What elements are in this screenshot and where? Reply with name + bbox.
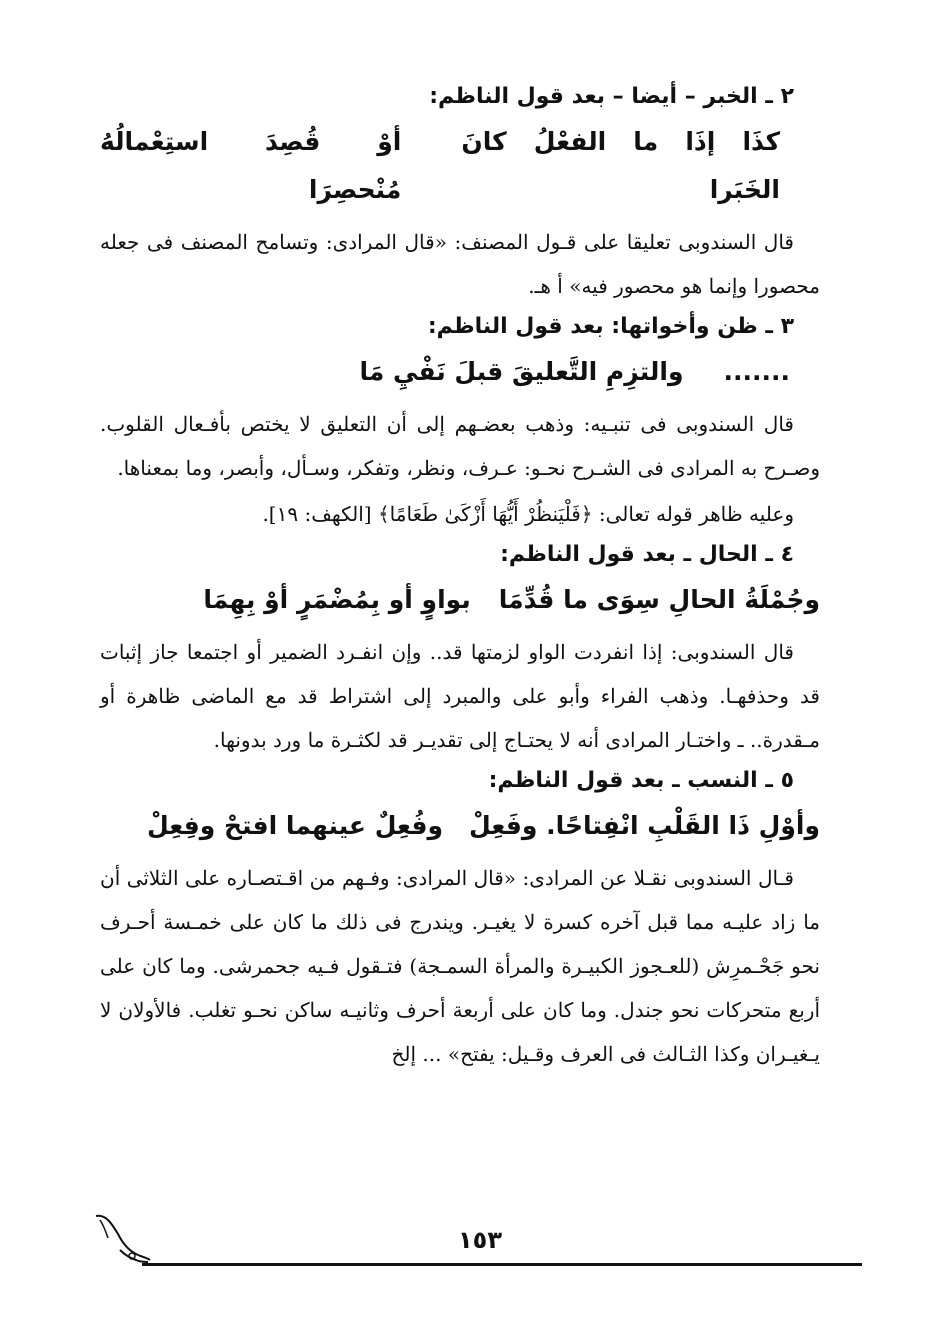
section-3-paragraph: قال السندوبى فى تنبـيه: وذهب بعضـهم إلى أن التعليق لا يختص بأفـعال القلوب. وصـرح به المرادى فى الشـرح نحـو: عـرف، ونظر، وتفكر، وسـأل، وأبصر، وما بمعناها. [100,412,820,480]
verse-hemistich-2: أوْ قُصِدَ استِعْمالُهُ مُنْحصِرَا [100,127,402,204]
section-3-quran-quote: وعليه ظاهر قوله تعالى: ﴿فَلْيَنظُرْ أَيُّهَا أَزْكَىٰ طَعَامًا﴾ [الكهف: ١٩]. [262,502,794,526]
verse-hemistich-2: وفُعِلٌ عينهما افتحْ وفِعِلْ [146,811,444,840]
section-5-verse [100,802,820,850]
verse-hemistich-1: وجُمْلَةُ الحالِ سِوَى ما قُدِّمَا [498,585,820,614]
section-5-heading: ٥ ـ النسب ـ بعد قول الناظم: [488,768,794,793]
publisher-ornament-icon [92,1210,152,1270]
section-3-heading: ٣ ـ ظن وأخواتها: بعد قول الناظم: [427,314,794,339]
verse-hemistich-2: بواوٍ أو بِمُضْمَرٍ أوْ بِهِمَا [203,585,471,614]
section-5-paragraph: قـال السندوبى نقـلا عن المرادى: «قال المرادى: وفـهم من اقـتصـاره على الثلاثى أن ما زاد عليـه مما قبل آخره كسرة لا يغيـر. ويندرج فى ذلك ما كان على خمـسة أحـرف نحو جَحْـمرِش (للعـجوز الكبيـرة والمرأة السمـجة) فتـقول فـيه جحمرشى. وما كان على أربع متحركات نحو جندل. وما كان على أربعة أحرف وثانيـه ساكن نحـو تغلب. فالأولان لا يـغيـران وكذا الثـالث فى العرف وقـيل: يفتح» ... إلخ [100,866,820,1066]
page-number: ١٥٣ [458,1226,502,1254]
section-3-verse [100,348,820,396]
section-2-paragraph: قال السندوبى تعليقا على قـول المصنف: «قال المرادى: وتسامح المصنف فى جعله محصورا وإنما هو محصور فيه» أ هـ. [100,230,820,298]
page-body [100,78,820,1078]
section-2-heading: ٢ ـ الخبر – أيضا – بعد قول الناظم: [429,84,794,109]
section-2-verse [100,118,820,214]
section-4-heading: ٤ ـ الحال ـ بعد قول الناظم: [500,542,794,567]
verse-hemistich-1: وأوْلِ ذَا القَلْبِ انْفِتاحًا. وفَعِلْ [469,811,820,840]
section-4-paragraph: قال السندوبى: إذا انفردت الواو لزمتها قد.. وإن انفـرد الضمير أو اجتمعا جاز إثبات قد وحذفهـا. وذهب الفراء وأبو على والمبرد إلى اشتراط قد مع الماضى ظاهرة أو مـقدرة.. ـ واختـار المرادى أنه لا يحتـاج إلى تقديـر قد لكثـرة ما ورد بدونها. [100,640,820,752]
verse-hemistich-1: ....... [723,357,790,386]
footer-rule [142,1263,862,1266]
section-4-verse [100,576,820,624]
verse-hemistich-1: كذَا إذَا ما الفعْلُ كانَ الخَبَرا [461,127,780,204]
verse-hemistich-2: والتزِمِ التَّعليقَ قبلَ نَفْيِ مَا [359,357,684,386]
